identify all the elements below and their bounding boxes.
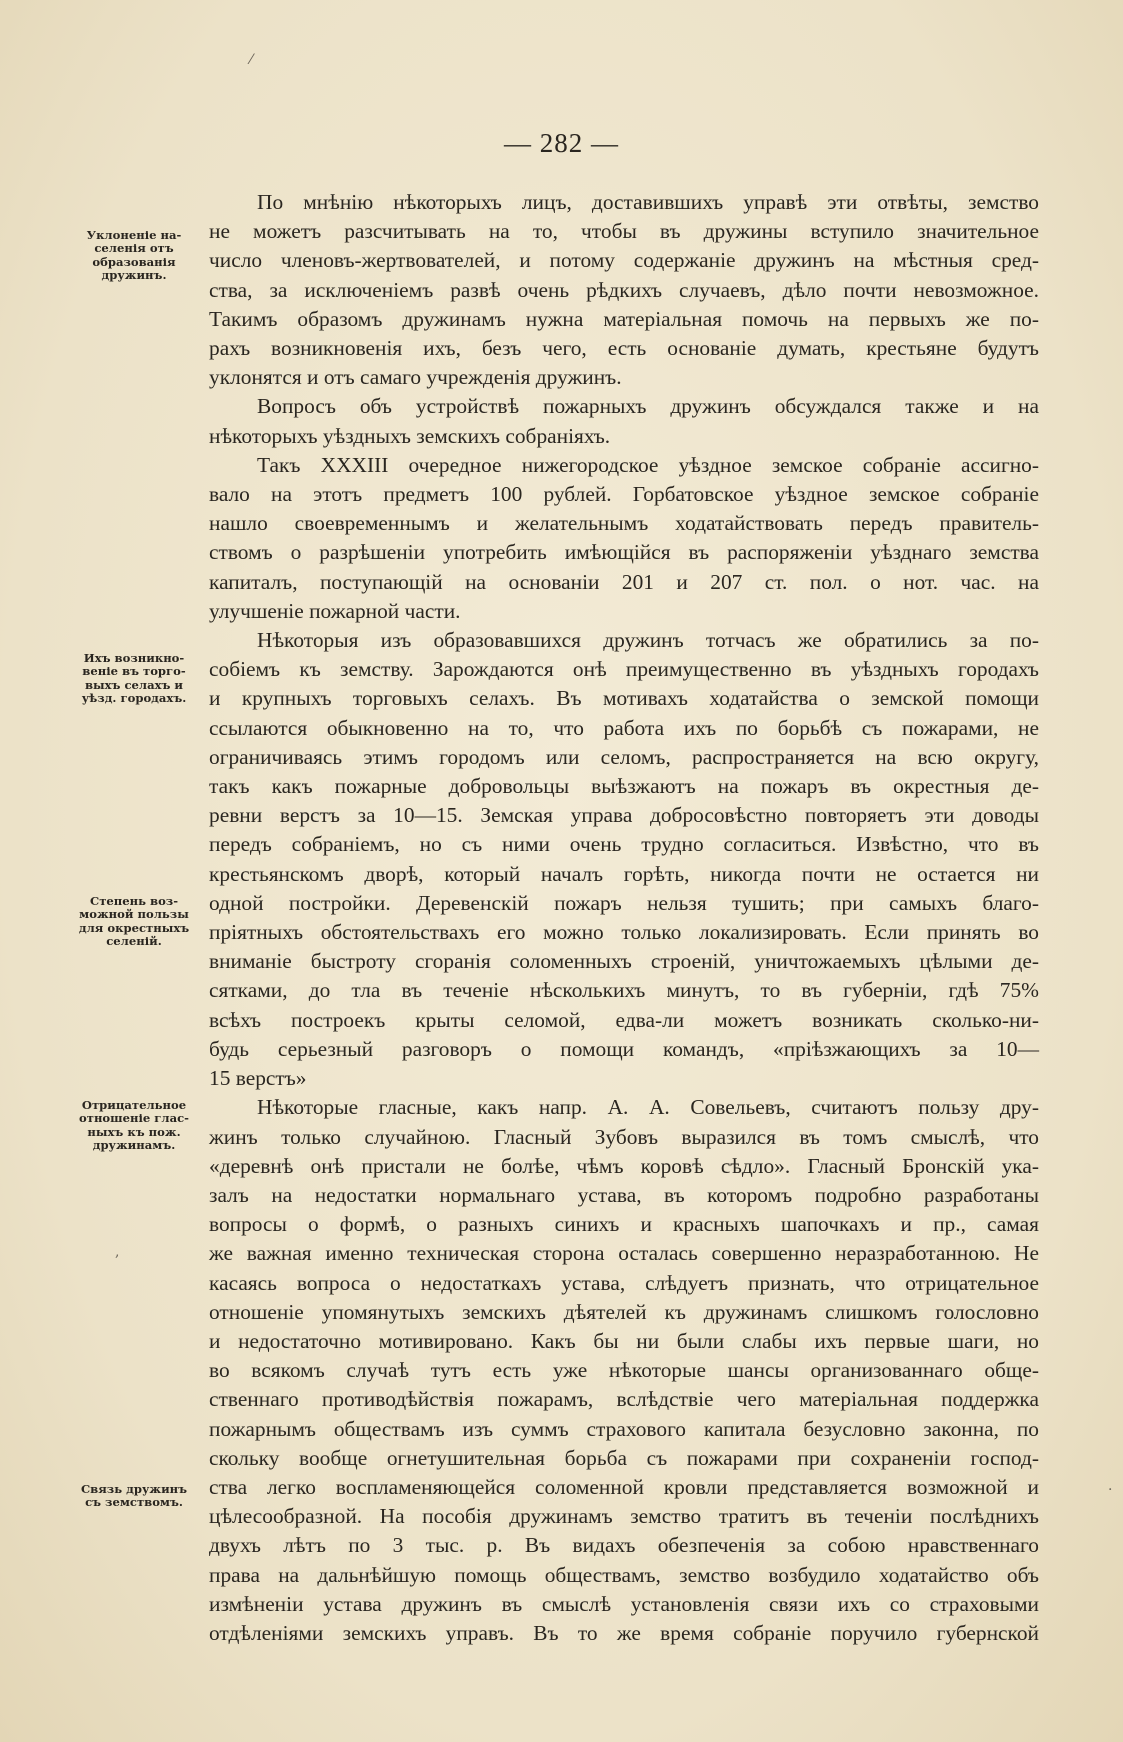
- margin-note-line: ныхъ къ пож.: [87, 1124, 181, 1139]
- text-line: будь серьезный разговоръ о помощи командъ, «пріѣзжающихъ за 10—: [209, 1036, 1039, 1061]
- text-line: Такимъ образомъ дружинамъ нужна матеріальная помочь на первыхъ же по-: [209, 306, 1039, 331]
- margin-note-line: селеній.: [106, 934, 162, 949]
- margin-note: [62, 1099, 206, 1153]
- text-line: касаясь вопроса о недостаткахъ устава, слѣдуетъ признать, что отрицательное: [209, 1270, 1039, 1295]
- text-line: ства легко воспламеняющейся соломенной кровли представляется возможной и: [209, 1474, 1039, 1499]
- margin-note-line: дружинъ.: [101, 268, 167, 283]
- text-line: во всякомъ случаѣ тутъ есть уже нѣкоторые шансы организованнаго обще-: [209, 1358, 1039, 1383]
- text-line: пожарнымъ обществамъ изъ суммъ страхового капитала безусловно законна, по: [209, 1416, 1039, 1441]
- text-line: Вопросъ объ устройствѣ пожарныхъ дружинъ обсуждался также и на: [257, 394, 1039, 419]
- text-line: цѣлесообразной. На пособія дружинамъ земство тратитъ въ теченіи послѣднихъ: [209, 1504, 1039, 1529]
- margin-note-line: можной пользы: [79, 907, 189, 922]
- margin-note-line: отношеніе глас-: [79, 1111, 189, 1126]
- text-line: и недостаточно мотивировано. Какъ бы ни были слабы ихъ первые шаги, но: [209, 1328, 1039, 1353]
- text-line: Нѣкоторые гласные, какъ напр. А. А. Совельевъ, считаютъ пользу дру-: [257, 1095, 1039, 1120]
- text-line: отдѣленіями земскихъ управъ. Въ то же время собраніе поручило губернской: [209, 1620, 1039, 1645]
- text-line: же важная именно техническая сторона осталась совершенно неразработанною. Не: [209, 1241, 1039, 1266]
- scan-mark: ·: [1108, 1482, 1113, 1498]
- text-line: измѣненіи устава дружинъ въ смыслѣ установленія связи ихъ со страховыми: [209, 1591, 1039, 1616]
- scan-mark: ,: [115, 1244, 120, 1260]
- text-line: нашло своевременнымъ и желательнымъ ходатайствовать передъ правитель-: [209, 511, 1039, 536]
- scan-mark: ⁄: [250, 52, 253, 68]
- text-line: не можетъ разсчитывать на то, чтобы въ дружины вступило значительное: [209, 219, 1039, 244]
- text-line: Нѣкоторыя изъ образовавшихся дружинъ тотчасъ же обратились за по-: [257, 628, 1039, 653]
- text-line: собіемъ къ земству. Зарождаются онѣ преимущественно въ уѣздныхъ городахъ: [209, 657, 1039, 682]
- body-text: [209, 188, 1039, 1648]
- text-line: передъ собраніемъ, но съ ними очень трудно согласиться. Извѣстно, что въ: [209, 832, 1039, 857]
- text-line: права на дальнѣйшую помощь обществамъ, земство возбудило ходатайство объ: [209, 1562, 1039, 1587]
- margin-note-line: веніе въ торго-: [82, 664, 186, 679]
- margin-note-line: выхъ селахъ и: [84, 677, 184, 692]
- text-line: рахъ возникновенія ихъ, безъ чего, есть основаніе думать, крестьяне будутъ: [209, 336, 1039, 361]
- margin-note-line: Ихъ возникно-: [83, 651, 185, 665]
- margin-note-line: образованія: [92, 254, 176, 269]
- text-line: ревни верстъ за 10—15. Земская управа добросовѣстно повторяетъ эти доводы: [209, 803, 1039, 828]
- text-line: уклонятся и отъ самаго учрежденія дружинъ.: [209, 365, 622, 390]
- text-line: Такъ XXXIII очередное нижегородское уѣздное земское собраніе ассигно-: [257, 452, 1039, 477]
- text-line: скольку вообще огнетушительная борьба съ пожарами при сохраненіи господ-: [209, 1445, 1039, 1470]
- text-line: залъ на недостатки нормальнаго устава, въ которомъ подробно разработаны: [209, 1182, 1039, 1207]
- margin-note-line: Отрицательное: [81, 1098, 187, 1112]
- text-line: вало на этотъ предметъ 100 рублей. Горбатовское уѣздное земское собраніе: [209, 482, 1039, 507]
- margin-note-line: уѣзд. городахъ.: [81, 691, 187, 706]
- text-line: ства, за исключеніемъ развѣ очень рѣдкихъ случаевъ, дѣло почти невозможное.: [209, 277, 1039, 302]
- text-line: 15 верстъ»: [209, 1066, 307, 1091]
- text-line: и крупныхъ торговыхъ селахъ. Въ мотивахъ ходатайства о земской помощи: [209, 686, 1039, 711]
- text-line: нѣкоторыхъ уѣздныхъ земскихъ собраніяхъ.: [209, 423, 611, 448]
- text-line: двухъ лѣтъ по 3 тыс. р. Въ видахъ обезпеченія за собою нравственнаго: [209, 1533, 1039, 1558]
- text-line: капиталъ, поступающій на основаніи 201 и 207 ст. пол. о нот. час. на: [209, 569, 1039, 594]
- text-line: ссылаются обыкновенно на то, что работа ихъ по борьбѣ съ пожарами, не: [209, 715, 1039, 740]
- text-line: вопросы о формѣ, о разныхъ синихъ и красныхъ шапочкахъ и пр., самая: [209, 1212, 1039, 1237]
- text-line: одной постройки. Деревенскій пожаръ нельзя тушить; при самыхъ благо-: [209, 890, 1039, 915]
- margin-note-line: Уклоненіе на-: [86, 228, 182, 242]
- text-line: жинъ только случайною. Гласный Зубовъ выразился въ томъ смыслѣ, что: [209, 1124, 1039, 1149]
- text-line: ственнаго противодѣйствія пожарамъ, вслѣдствіе чего матеріальная поддержка: [209, 1387, 1039, 1412]
- margin-note: [62, 652, 206, 706]
- margin-note-line: съ земствомъ.: [85, 1495, 183, 1510]
- margin-note: [62, 895, 206, 949]
- margin-note: [62, 1483, 206, 1510]
- page-number: — 282 —: [504, 128, 619, 158]
- text-line: улучшеніе пожарной части.: [209, 598, 461, 623]
- text-line: всѣхъ построекъ крыты селомой, едва-ли можетъ возникать сколько-ни-: [209, 1007, 1039, 1032]
- text-line: вниманіе быстроту сгоранія соломенныхъ строеній, уничтожаемыхъ цѣлыми де-: [209, 949, 1039, 974]
- margin-note: [62, 229, 206, 283]
- margin-note-line: для окрестныхъ: [78, 920, 190, 935]
- text-line: «деревнѣ онѣ пристали не болѣе, чѣмъ коровѣ сѣдло». Гласный Бронскій ука-: [209, 1153, 1039, 1178]
- text-line: крестьянскомъ дворѣ, который началъ горѣть, никогда почти не остается ни: [209, 861, 1039, 886]
- text-line: ограничиваясь этимъ городомъ или селомъ, распространяется на всю округу,: [209, 744, 1039, 769]
- text-line: пріятныхъ обстоятельствахъ его можно только локализировать. Если принять во: [209, 920, 1039, 945]
- text-line: По мнѣнію нѣкоторыхъ лицъ, доставившихъ управѣ эти отвѣты, земство: [257, 190, 1039, 214]
- text-line: число членовъ-жертвователей, и потому содержаніе дружинъ на мѣстныя сред-: [209, 248, 1039, 273]
- text-line: отношеніе упомянутыхъ земскихъ дѣятелей къ дружинамъ слишкомъ голословно: [209, 1299, 1039, 1324]
- text-line: такъ какъ пожарные добровольцы выѣзжаютъ на пожаръ въ окрестныя де-: [209, 774, 1039, 799]
- text-line: ствомъ о разрѣшеніи употребить имѣющійся въ распоряженіи уѣзднаго земства: [209, 540, 1039, 565]
- margin-note-line: Связь дружинъ: [80, 1482, 188, 1496]
- margin-note-line: селенія отъ: [94, 241, 174, 256]
- text-line: сятками, до тла въ теченіе нѣсколькихъ минутъ, то въ губерніи, гдѣ 75%: [209, 978, 1039, 1003]
- margin-note-line: дружинамъ.: [92, 1138, 176, 1153]
- margin-note-line: Степень воз-: [89, 894, 179, 908]
